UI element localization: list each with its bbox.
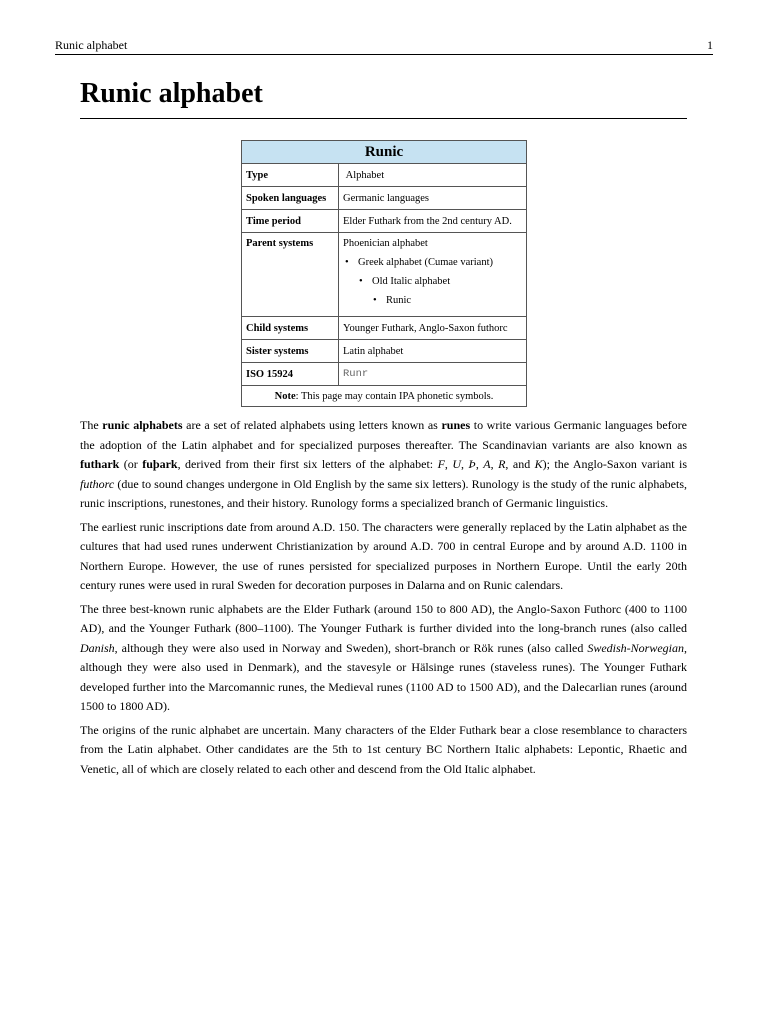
infobox-value-type	[339, 164, 527, 187]
italic-letter: F	[437, 457, 445, 471]
italic-term: Swedish-Norwegian	[587, 640, 684, 655]
infobox-row-spoken-languages	[242, 187, 527, 210]
paragraph-3	[80, 600, 687, 717]
infobox-value-time-period: Elder Futhark from the 2nd century AD.	[339, 210, 527, 233]
text-run: , although they were also used in Norway and Sweden), short-branch or Rök runes (also called	[114, 640, 588, 655]
infobox-label-child-systems: Child systems	[242, 317, 339, 340]
infobox-row-child-systems	[242, 317, 527, 340]
infobox-label-sister-systems: Sister systems	[242, 340, 339, 363]
text-run: ); the Anglo-Saxon variant is	[542, 457, 688, 471]
italic-letter: A	[483, 457, 491, 471]
bold-term: runic alphabets	[102, 418, 183, 432]
infobox-row-time-period	[242, 210, 527, 233]
running-header-title: Runic alphabet	[55, 38, 128, 52]
parent-system-item-text: Runic	[386, 295, 412, 306]
infobox-label-iso: ISO 15924	[242, 363, 339, 386]
bold-term: futhark	[80, 457, 120, 471]
infobox-label-parent-systems	[242, 233, 339, 317]
italic-letter: R	[498, 457, 506, 471]
parent-system-item	[343, 256, 522, 275]
parent-system-item-text: Old Italic alphabet	[372, 276, 451, 287]
note-label: Note	[274, 390, 296, 402]
paragraph-2: The earliest runic inscriptions date from around A.D. 150. The characters were generally replaced by the Latin alphabet as the cultures that had used runes underwent Christianization by around A.D. 700 in central Europe and by around A.D. 1100 in Northern Europe. However, the use of runes persisted for specialized purposes in Northern Europe. Until the early 20th century runes were used in rural Sweden for decoration purposes in Dalarna and on Runic calendars.	[80, 519, 687, 592]
text-run: , and	[505, 457, 535, 471]
bold-term: fuþark	[142, 457, 178, 471]
bullet-icon: •	[359, 276, 363, 287]
bold-term: runes	[441, 418, 471, 432]
text-run: (or	[119, 457, 143, 471]
infobox-row-iso	[242, 363, 527, 386]
infobox-value-spoken-languages: Germanic languages	[339, 187, 527, 210]
infobox-row-note	[242, 386, 527, 407]
parent-system-item	[343, 275, 522, 294]
infobox-label-time-period: Time period	[242, 210, 339, 233]
infobox-title: Runic	[242, 141, 527, 164]
infobox-label-parent-systems-text: Parent systems	[246, 238, 314, 249]
text-run: ,	[490, 457, 499, 471]
italic-term: Danish	[80, 640, 115, 655]
text-run: to write various Germanic languages before the adoption of the Latin alphabet and for specialized purposes thereafter. The Scandinavian variants are also known as	[80, 418, 687, 452]
italic-term: futhorc	[80, 476, 115, 491]
parent-system-item-text: Greek alphabet (Cumae variant)	[358, 257, 493, 268]
infobox-row-parent-systems	[242, 233, 527, 317]
article-body	[80, 416, 687, 783]
iso-code: Runr	[343, 368, 369, 380]
infobox-note	[242, 386, 527, 407]
text-run: are a set of related alphabets using letters known as	[182, 418, 442, 432]
title-divider	[80, 118, 687, 119]
text-run: , derived from their first six letters of the alphabet:	[177, 457, 438, 471]
infobox	[241, 140, 527, 407]
italic-letter: Þ	[468, 457, 476, 471]
page-number: 1	[707, 38, 713, 52]
infobox-value-parent-systems	[339, 233, 527, 317]
text-run: The three best-known runic alphabets are the Elder Futhark (around 150 to 800 AD), the Anglo-Saxon Futhorc (400 to 1100 AD), and the Younger Futhark (800–1100). The Younger Futhark is further divided into the long-branch runes (also called	[80, 601, 687, 635]
text-run: ,	[475, 457, 484, 471]
infobox-label-spoken-languages: Spoken languages	[242, 187, 339, 210]
italic-letter: K	[534, 457, 543, 471]
infobox-value-child-systems: Younger Futhark, Anglo-Saxon futhorc	[339, 317, 527, 340]
paragraph-1	[80, 416, 687, 514]
parent-system-item	[343, 294, 522, 313]
infobox-value-iso	[339, 363, 527, 386]
paragraph-4: The origins of the runic alphabet are uncertain. Many characters of the Elder Futhark bear a close resemblance to characters from the Latin alphabet. Other candidates are the 5th to 1st century BC Northern Italic alphabets: Lepontic, Rhaetic and Venetic, all of which are closely related to each other and descend from the Old Italic alphabet.	[80, 722, 687, 776]
text-run: The	[80, 418, 103, 432]
parent-system-item: Phoenician alphabet	[343, 238, 428, 249]
infobox-row-sister-systems	[242, 340, 527, 363]
bullet-icon: •	[345, 257, 349, 268]
infobox-label-type: Type	[242, 164, 339, 187]
infobox-value-sister-systems: Latin alphabet	[339, 340, 527, 363]
text-run: (due to sound changes undergone in Old English by the same six letters). Runology is the study of the runic alphabets, runic inscriptions, runestones, and their history. Runology forms a specialized branch of Germanic linguistics.	[80, 476, 687, 510]
text-run: , although they were also used in Denmark), and the stavesyle or Hälsinge runes (staveless runes). The Younger Futhark developed further into the Marcomannic runes, the Medieval runes (1100 AD to 1500 AD), and the Dalecarlian runes (around 1500 to 1800 AD).	[80, 640, 687, 713]
text-run: ,	[461, 457, 469, 471]
note-text: : This page may contain IPA phonetic symbols.	[295, 390, 494, 402]
infobox-type-text: Alphabet	[345, 169, 385, 181]
infobox-row-type	[242, 164, 527, 187]
italic-letter: U	[452, 457, 462, 471]
text-run: ,	[444, 457, 453, 471]
bullet-icon: •	[373, 295, 377, 306]
header-divider	[55, 54, 713, 55]
page-title: Runic alphabet	[80, 78, 263, 109]
